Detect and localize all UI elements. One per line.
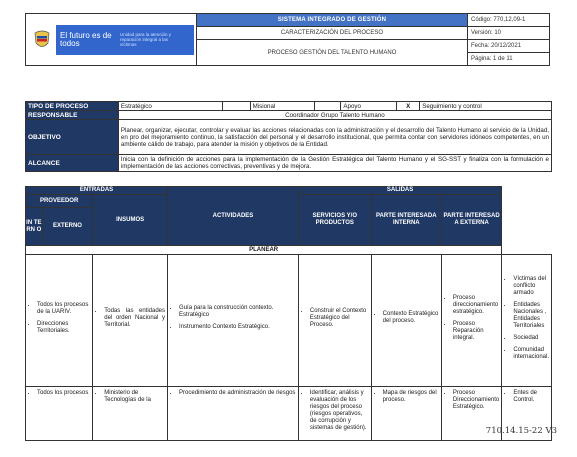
bullet-list [374, 311, 439, 325]
doc-version: Versión: 10 [468, 27, 550, 40]
logo-main-text: El futuro es de todos [60, 30, 112, 48]
table-row [26, 387, 552, 441]
list-item: • Guía para la construcción contexto. Estratégico [179, 305, 296, 319]
tipo-apoyo-mark: X [397, 102, 420, 111]
bullet-list [170, 305, 296, 331]
list-item: • Direcciones Territoriales. [37, 321, 90, 335]
list-item: • Contexto Estratégico del proceso. [383, 311, 439, 325]
tipo-misional-box [315, 102, 341, 111]
cell-insumos [168, 255, 299, 387]
list-item: • Construir el Contexto Estratégico del Proceso. [310, 308, 369, 329]
list-item: • Comunidad internacional. [513, 347, 549, 361]
list-item: • Proceso Reparación integral. [453, 321, 499, 342]
objetivo-label: OBJETIVO [26, 120, 119, 155]
proveedor-header: PROVEEDOR [26, 195, 93, 208]
cell-interno [26, 255, 93, 387]
responsable-value: Coordinador Grupo Talento Humano [118, 111, 551, 120]
externo-header: EXTERNO [42, 208, 93, 246]
process-name: PROCESO GESTIÓN DEL TALENTO HUMANO [197, 40, 468, 66]
document-footer-code: 710.14.15-22 V3 [485, 426, 557, 436]
doc-code: Código: 770,12,09-1 [468, 14, 550, 27]
bullet-list [444, 295, 499, 342]
list-item: • Mapa de riesgos del proceso. [383, 390, 439, 404]
coat-of-arms-icon [32, 29, 52, 51]
cell-servicios [371, 255, 441, 387]
system-title: SISTEMA INTEGRADO DE GESTIÓN [197, 14, 468, 27]
list-item: • Ministerio de Tecnologías de la [104, 390, 165, 404]
cell-parte-interna [441, 255, 501, 387]
logo-cell [26, 14, 197, 66]
bullet-list [504, 390, 549, 404]
tipo-seguimiento: Seguimiento y control [420, 102, 552, 111]
interno-header: IN TE RN O [26, 208, 43, 246]
salidas-header: SALIDAS [298, 187, 501, 195]
bullet-list [170, 390, 296, 397]
objetivo-value: Planear, organizar, ejecutar, controlar y evaluar las acciones relacionadas con la administración y el desarrollo del Talento Humano al servicio de la Unidad, en pro del mejoramiento continuo, la satisfacción del personal y el desarrollo institucional, que permita contar con servidores idóneos competentes, en un ambiente cálido de trabajo, para atender la misión y objetivos de la Entidad. [118, 120, 551, 155]
list-item: • Proceso direccionamiento estratégico. [453, 295, 499, 316]
bullet-list [374, 390, 439, 404]
cell-externo [93, 255, 168, 387]
bullet-list [301, 390, 369, 432]
logo-sub-text: Unidad para la atención y reparación integral a las víctimas [120, 32, 172, 47]
parte-interna-header: PARTE INTERESADA INTERNA [371, 195, 441, 246]
alcance-value: Inicia con la definición de acciones para la implementación de la Gestión Estratégica del Talento Humano y el SG-SST y finaliza con la formulación e implementación de las acciones correctivas, preventivas y de mejora. [118, 155, 551, 172]
insumos-header: INSUMOS [93, 195, 168, 246]
bullet-list [301, 308, 369, 329]
list-item: • Todas las entidades del orden Nacional y Territorial. [104, 308, 165, 329]
list-item: • Entidades Nacionales , Entidades Territoriales [513, 302, 549, 330]
doc-subtitle: CARACTERIZACIÓN DEL PROCESO [197, 27, 468, 40]
process-info-table [25, 101, 552, 172]
cell-externo [93, 387, 168, 441]
list-item: • Proceso Direccionamiento Estratégico. [453, 390, 499, 411]
bullet-list [28, 390, 90, 397]
list-item: • Todos los procesos de la UARIV. [37, 302, 90, 316]
tipo-apoyo: Apoyo [341, 102, 397, 111]
servicios-header: SERVICIOS Y/O PRODUCTOS [298, 195, 371, 246]
list-item: • Todos los procesos [37, 390, 90, 397]
list-item: • Procedimiento de administración de riesgos [179, 390, 296, 397]
tipo-misional: Misional [250, 102, 315, 111]
tipo-estrategico: Estratégico [118, 102, 222, 111]
unit-logo [56, 25, 194, 55]
bullet-list [504, 276, 549, 361]
parte-externa-header: PARTE INTERESAD A EXTERNA [441, 195, 501, 246]
cell-parte-externa [502, 255, 552, 387]
cell-insumos [168, 387, 299, 441]
bullet-list [444, 390, 499, 411]
cell-interno [26, 387, 93, 441]
actividades-header: ACTIVIDADES [168, 187, 299, 246]
responsable-label: RESPONSABLE [26, 111, 119, 120]
bullet-list [95, 390, 165, 404]
list-item: • Identificar, análisis y evaluación de los riesgos del proceso (riesgos operativos, de corrupción y sistemas de gestión). [310, 390, 369, 432]
cell-actividades [298, 255, 371, 387]
planear-row: PLANEAR [26, 246, 502, 255]
list-item: • Entes de Control. [513, 390, 549, 404]
tipo-estrategico-box [222, 102, 250, 111]
cell-servicios [371, 387, 441, 441]
alcance-label: ALCANCE [26, 155, 119, 172]
list-item: • Víctimas del conflicto armado [513, 276, 549, 297]
doc-date: Fecha: 20/12/2021 [468, 40, 550, 53]
list-item: • Instrumento Contexto Estratégico. [179, 324, 296, 331]
cell-actividades [298, 387, 371, 441]
process-grid [25, 186, 552, 441]
document-header [25, 13, 550, 66]
bullet-list [28, 302, 90, 335]
list-item: • Sociedad [513, 335, 549, 342]
table-row [26, 255, 552, 387]
doc-page: Página: 1 de 11 [468, 53, 550, 66]
bullet-list [95, 308, 165, 329]
entradas-header: ENTRADAS [26, 187, 168, 195]
tipo-label: TIPO DE PROCESO [26, 102, 119, 111]
